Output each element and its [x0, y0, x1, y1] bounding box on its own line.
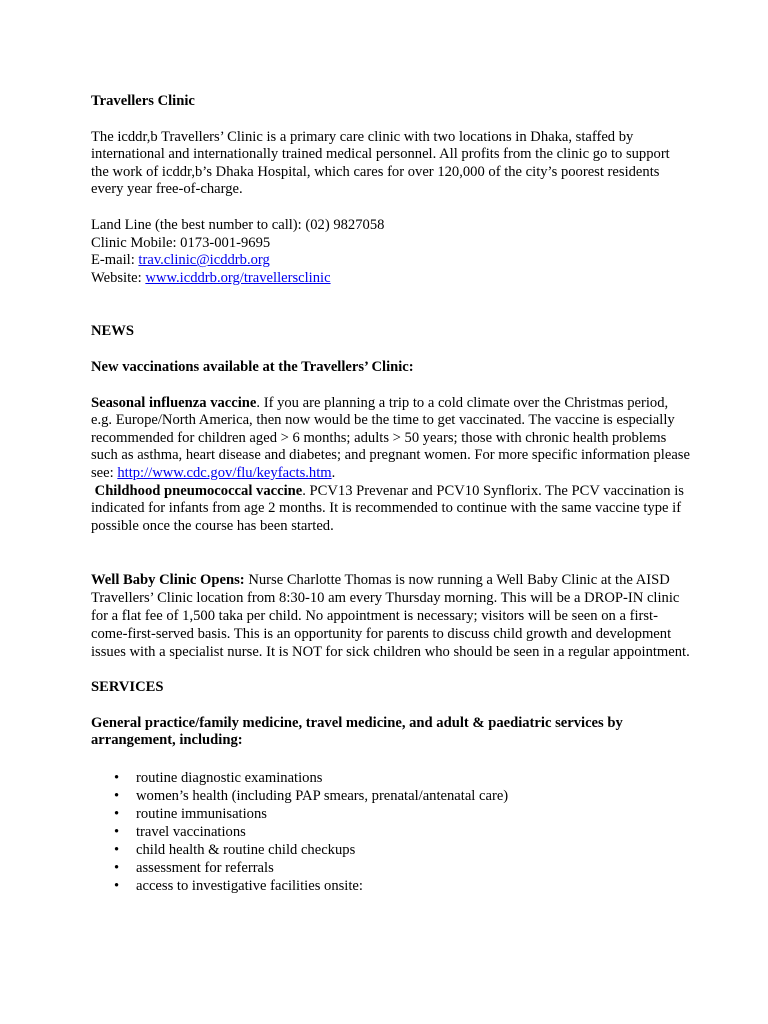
well-baby-text: Nurse Charlotte Thomas is now running a Well Baby Clinic at the AISD Travellers’ Clinic location from 8:30-10 am every Thursday morning. This will be a DROP-IN clinic for a flat fee of 1,500 taka per child. No appointment is necessary; visitors will be seen on a first-come-first-served basis. This is an opportunity for parents to discuss child growth and development issues with a specialist nurse. It is NOT for sick children who should be seen in a regular appointment.	[91, 572, 690, 661]
news-heading: NEWS	[91, 323, 134, 340]
services-list	[91, 770, 691, 895]
flu-vaccine-paragraph	[91, 395, 691, 483]
list-item-text: travel vaccinations	[136, 823, 246, 840]
list-item	[91, 770, 691, 788]
pcv-vaccine-title: Childhood pneumococcal vaccine	[94, 482, 303, 499]
flu-vaccine-text: . If you are planning a trip to a cold climate over the Christmas period, e.g. Europe/North America, then now would be the time to get vaccinated. The vaccine is especially recommended for children aged > 6 months; adults > 50 years; those with chronic health problems such as asthma, heart disease and diabetes; and pregnant women. For more specific information please see:	[91, 394, 690, 481]
page-title: Travellers Clinic	[91, 93, 195, 109]
services-heading: SERVICES	[91, 679, 164, 696]
well-baby-paragraph	[91, 571, 691, 661]
list-item-text: child health & routine child checkups	[136, 841, 356, 858]
website-link[interactable]: www.icddrb.org/travellersclinic	[145, 269, 331, 286]
email-label: E-mail:	[91, 252, 139, 269]
pcv-vaccine-paragraph	[91, 483, 691, 536]
contact-website-line	[91, 270, 691, 288]
list-item-text: assessment for referrals	[136, 859, 274, 876]
well-baby-title: Well Baby Clinic Opens:	[91, 572, 245, 589]
contact-landline: Land Line (the best number to call): (02) 9827058	[91, 216, 385, 233]
bullet-icon: •	[114, 841, 120, 858]
bullet-icon: •	[114, 877, 120, 894]
bullet-icon: •	[114, 770, 120, 787]
contact-mobile: Clinic Mobile: 0173-001-9695	[91, 234, 271, 251]
bullet-icon: •	[114, 787, 120, 804]
flu-vaccine-title: Seasonal influenza vaccine	[91, 394, 257, 411]
services-subheading: General practice/family medicine, travel medicine, and adult & paediatric services by arrangement, including:	[91, 714, 623, 749]
cdc-link[interactable]: http://www.cdc.gov/flu/keyfacts.htm	[117, 464, 332, 481]
bullet-icon: •	[114, 859, 120, 876]
intro-paragraph: The icddr,b Travellers’ Clinic is a primary care clinic with two locations in Dhaka, staffed by international and internationally trained medical personnel. All profits from the clinic go to support the work of icddr,b’s Dhaka Hospital, which cares for over 120,000 of the city’s poorest residents every year free-of-charge.	[91, 128, 670, 198]
list-item-text: women’s health (including PAP smears, prenatal/antenatal care)	[136, 787, 509, 804]
list-item-text: routine diagnostic examinations	[136, 770, 323, 787]
bullet-icon: •	[114, 805, 120, 822]
list-item	[91, 860, 691, 878]
contact-email-line	[91, 252, 691, 270]
news-subheading: New vaccinations available at the Travellers’ Clinic:	[91, 358, 414, 375]
list-item	[91, 788, 691, 806]
list-item-text: access to investigative facilities onsite:	[136, 877, 363, 894]
list-item-text: routine immunisations	[136, 805, 267, 822]
list-item	[91, 842, 691, 860]
website-label: Website:	[91, 269, 146, 286]
list-item	[91, 806, 691, 824]
list-item	[91, 878, 691, 896]
bullet-icon: •	[114, 823, 120, 840]
email-link[interactable]: trav.clinic@icddrb.org	[138, 252, 270, 269]
flu-vaccine-end: .	[331, 464, 336, 481]
pcv-vaccine-text: . PCV13 Prevenar and PCV10 Synflorix. The PCV vaccination is indicated for infants from age 2 months. It is recommended to continue with the same vaccine type if possible once the course has been started.	[91, 482, 684, 534]
document-page	[91, 93, 691, 895]
list-item	[91, 824, 691, 842]
